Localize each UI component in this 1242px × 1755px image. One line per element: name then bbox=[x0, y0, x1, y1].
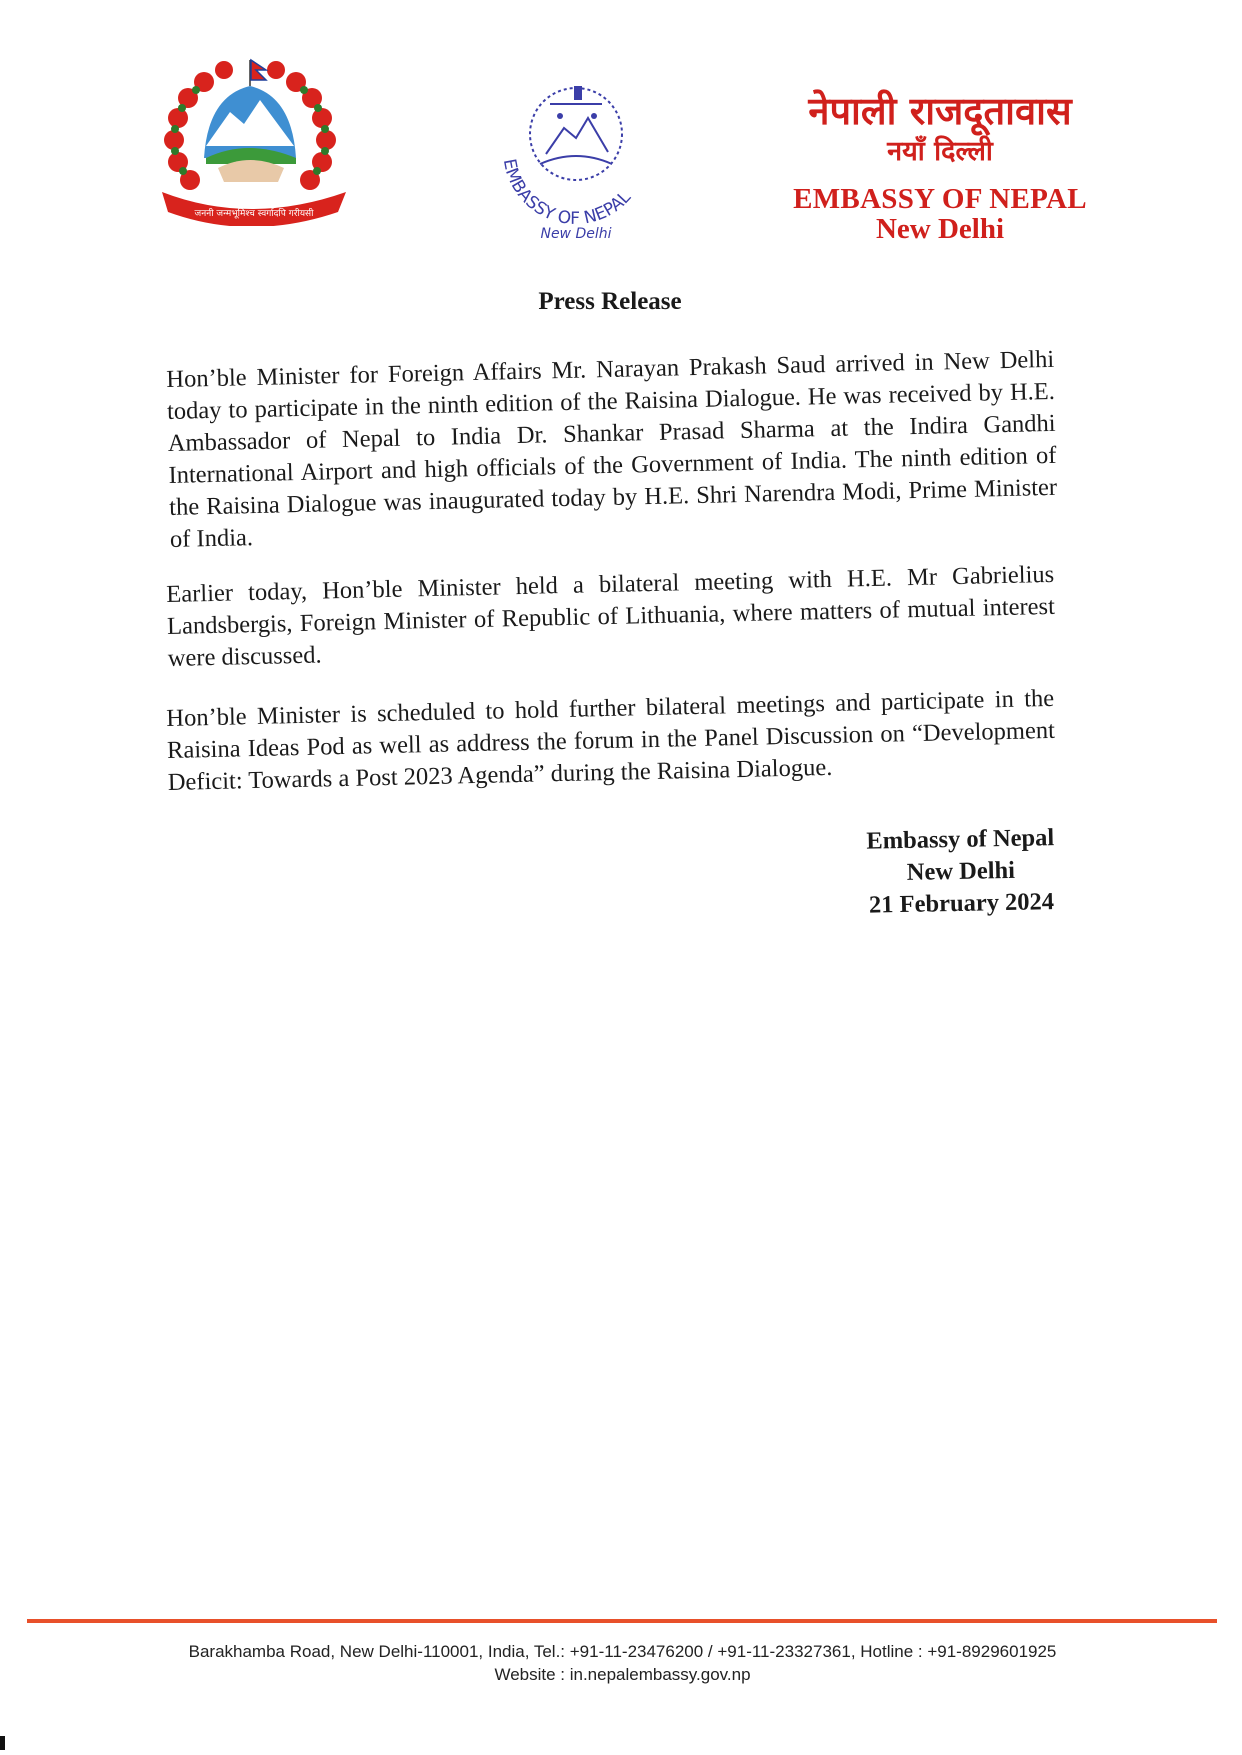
footer-divider bbox=[27, 1619, 1217, 1623]
signoff-embassy: Embassy of Nepal bbox=[866, 824, 1055, 855]
scan-edge-mark bbox=[0, 1736, 5, 1750]
press-release-title: Press Release bbox=[538, 288, 682, 315]
svg-text:जननी जन्मभूमिश्च स्वर्गादपि गर: जननी जन्मभूमिश्च स्वर्गादपि गरीयसी bbox=[194, 209, 314, 219]
signoff-block bbox=[850, 822, 1072, 922]
english-city-subtitle: New Delhi bbox=[875, 213, 1005, 245]
nepal-coat-of-arms-emblem bbox=[148, 46, 360, 226]
signoff-city: New Delhi bbox=[906, 856, 1016, 886]
body-paragraph-1: Hon’ble Minister for Foreign Affairs Mr. Narayan Prakash Saud arrived in New Delhi today to participate in the ninth edition of the Raisina Dialogue. He was received by H.E. Ambassador of Nepal to India Dr. Shankar Prasad Sharma at the Indira Gandhi International Airport and high officials of the Government of India. The ninth edition of the Raisina Dialogue was inaugurated today by H.E. Shri Narendra Modi, Prime Minister of India. bbox=[166, 345, 1058, 553]
nepali-embassy-title: नेपाली राजदूतावास bbox=[808, 89, 1072, 133]
body-paragraph-3: Hon’ble Minister is scheduled to hold further bilateral meetings and participate in the Raisina Ideas Pod as well as address the forum in the Panel Discussion on “Development Deficit: Towards a Post 2023 Agenda” during the Raisina Dialogue. bbox=[166, 684, 1056, 796]
svg-text:New Delhi: New Delhi bbox=[540, 226, 612, 242]
english-embassy-title: EMBASSY OF NEPAL bbox=[793, 183, 1087, 215]
signoff-date: 21 February 2024 bbox=[868, 888, 1055, 919]
svg-text:EMBASSY OF NEPAL: EMBASSY OF NEPAL bbox=[498, 157, 636, 229]
nepali-city-subtitle: नयाँ दिल्ली bbox=[887, 136, 993, 167]
footer-contact bbox=[60, 1640, 1185, 1686]
footer-address: Barakhamba Road, New Delhi-110001, India, Tel.: +91-11-23476200 / +91-11-23327361, Hotline : +91-8929601925 bbox=[188, 1642, 1057, 1661]
embassy-stamp-seal bbox=[490, 74, 662, 246]
body-paragraph-2: Earlier today, Hon’ble Minister held a bilateral meeting with H.E. Mr Gabrielius Landsbergis, Foreign Minister of Republic of Lithuania, where matters of mutual interest were discussed. bbox=[166, 560, 1056, 672]
letterhead-title-block bbox=[740, 88, 1140, 244]
footer-website[interactable]: Website : in.nepalembassy.gov.np bbox=[494, 1665, 751, 1684]
